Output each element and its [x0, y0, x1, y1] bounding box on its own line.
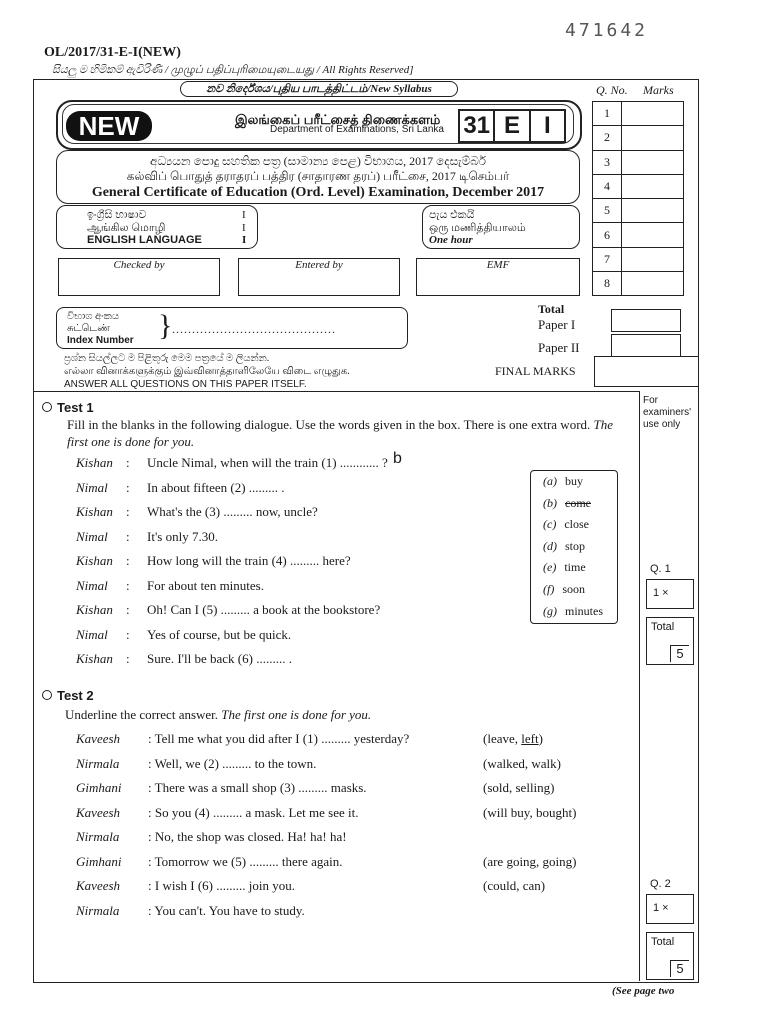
underlined-answer[interactable]: left	[521, 731, 539, 746]
question-number: 1	[593, 102, 622, 126]
option-word: buy	[565, 474, 583, 488]
new-badge: NEW	[66, 111, 152, 141]
bullet-circle-icon	[42, 690, 52, 700]
entered-by-label: Entered by	[295, 259, 343, 271]
q1-total-value: 5	[670, 645, 689, 662]
marks-row	[593, 199, 684, 223]
dialogue-speaker: Kaveesh	[76, 878, 121, 893]
speaker-colon: :	[126, 577, 130, 593]
handwritten-answer: b	[393, 450, 402, 467]
dialogue-speaker: Nirmala	[76, 902, 120, 918]
option-word: come	[565, 495, 591, 510]
marks-cell[interactable]	[622, 223, 684, 247]
index-brace: }	[158, 309, 173, 342]
choice-close: )	[538, 731, 543, 746]
speaker-colon: :	[126, 504, 130, 519]
speaker-colon: :	[126, 479, 130, 495]
dialogue-speaker: Kaveesh	[76, 731, 121, 746]
test2-heading	[42, 688, 94, 703]
dialogue-speaker: Kaveesh	[76, 804, 121, 820]
test1-title: Test 1	[57, 400, 94, 415]
speaker-colon: :	[126, 651, 130, 666]
dialogue-line: : Well, we (2) ......... to the town.	[148, 755, 317, 771]
test2-instruction	[65, 706, 633, 723]
checked-by-box[interactable]	[58, 258, 220, 296]
syllabus-label: නව නිර්දේශය/புதிய பாடத்திட்டம்/New Syllabus	[180, 81, 458, 97]
dialogue-speaker: Nimal	[76, 479, 108, 495]
dialogue-line[interactable]: In about fifteen (2) ......... .	[147, 479, 285, 495]
marks-row	[593, 247, 684, 271]
paper-code-line: OL/2017/31-E-I(NEW)	[44, 45, 181, 60]
dialogue-line: : I wish I (6) ......... join you.	[148, 878, 295, 893]
marks-cell[interactable]	[622, 102, 684, 126]
answer-choices[interactable]	[483, 731, 543, 747]
marks-cell[interactable]	[622, 126, 684, 150]
duration-si: පැය එකයි	[429, 209, 475, 221]
q1-total-label: Total	[651, 621, 675, 633]
paper-code-part: I	[543, 112, 551, 139]
entered-by-box[interactable]	[238, 258, 400, 296]
option-key: (b)	[543, 495, 557, 510]
dialogue-line: : So you (4) ......... a mask. Let me see it.	[148, 804, 359, 820]
question-number: 8	[593, 272, 622, 296]
marks-cell[interactable]	[622, 174, 684, 198]
answer-all-ta: எல்லா வினாக்களுக்கும் இவ்வினாத்தாளிலேயே விடை எழுதுக.	[64, 366, 350, 377]
answer-choices[interactable]	[483, 780, 555, 796]
test1-instruction-text: Fill in the blanks in the following dialogue. Use the words given in the box. There is one extra word.	[67, 417, 591, 432]
choice-text[interactable]: (leave,	[483, 731, 522, 746]
exam-title-box	[56, 150, 580, 204]
dialogue-speaker: Kishan	[76, 553, 113, 568]
question-number: 7	[593, 247, 622, 271]
dialogue-speaker: Kishan	[76, 455, 113, 470]
dialogue-speaker: Nirmala	[76, 755, 120, 771]
choice-text[interactable]: (will buy, bought)	[483, 804, 577, 820]
word-option	[543, 474, 583, 489]
word-option	[543, 539, 585, 554]
duration-en: One hour	[429, 234, 473, 246]
word-option	[543, 496, 591, 511]
speaker-colon: :	[126, 553, 130, 568]
dialogue-speaker: Kishan	[76, 651, 113, 666]
subject-si: ඉංග්‍රීසි භාෂාව	[87, 209, 147, 221]
duration-box	[422, 205, 580, 249]
word-option	[543, 604, 603, 619]
q1-label: Q. 1	[650, 563, 671, 575]
examiners-note	[643, 395, 691, 431]
q-no-header: Q. No.	[596, 83, 628, 97]
test2-title: Test 2	[57, 688, 94, 703]
total-label: Total	[538, 302, 565, 316]
emf-label: EMF	[486, 259, 510, 271]
option-word: close	[564, 517, 589, 532]
see-page-two: (See page two	[612, 985, 675, 997]
dialogue-line: : You can't. You have to study.	[148, 902, 305, 918]
option-key: (e)	[543, 560, 557, 575]
option-key: (d)	[543, 538, 557, 553]
paper2-label: Paper II	[538, 340, 580, 355]
dialogue-speaker: Nirmala	[76, 829, 120, 844]
subject-roman: I	[242, 209, 246, 221]
option-word: soon	[562, 582, 585, 596]
dialogue-speaker: Kishan	[76, 602, 113, 617]
department-name: Department of Examinations, Sri Lanka	[270, 124, 444, 135]
marks-row	[593, 174, 684, 198]
answer-all-en: ANSWER ALL QUESTIONS ON THIS PAPER ITSELF.	[64, 379, 307, 390]
option-word: minutes	[565, 603, 603, 618]
examiners-note-line: For	[643, 395, 658, 406]
index-label-si: විභාග අංකය	[67, 311, 120, 322]
q1-multiplier: 1 ×	[653, 587, 669, 599]
marks-cell[interactable]	[622, 247, 684, 271]
final-marks-box[interactable]	[594, 356, 699, 387]
option-key: (g)	[543, 603, 557, 618]
dialogue-speaker: Nimal	[76, 577, 108, 593]
serial-number: 471642	[565, 20, 649, 41]
subject-box	[56, 205, 258, 249]
option-key: (c)	[543, 517, 557, 532]
dialogue-line: : Tomorrow we (5) ......... there again.	[148, 853, 343, 869]
option-key: (f)	[543, 582, 555, 596]
dialogue-line: : Tell me what you did after I (1) ......... yesterday?	[148, 731, 410, 746]
dialogue-line[interactable]: Uncle Nimal, when will the train (1) ............ ?	[147, 455, 388, 470]
choice-text[interactable]: (walked, walk)	[483, 755, 561, 771]
paper2-total-box[interactable]	[611, 334, 681, 357]
index-label-en: Index Number	[67, 335, 134, 346]
dialogue-speaker: Gimhani	[76, 853, 122, 869]
q1-total-box	[646, 617, 694, 665]
option-word: time	[564, 560, 586, 575]
marks-row	[593, 223, 684, 247]
rights-notice: සියලු ම හිමිකම් ඇවිරිණි / முழுப் பதிப்புரிமையுடையது / All Rights Reserved]	[52, 64, 414, 76]
index-number-field[interactable]: .........................................	[172, 322, 336, 336]
answer-choices[interactable]	[483, 878, 545, 894]
dialogue-line[interactable]: For about ten minutes.	[147, 577, 264, 593]
speaker-colon: :	[126, 602, 130, 617]
test1-heading	[42, 400, 94, 415]
speaker-colon: :	[126, 626, 130, 642]
dialogue-line[interactable]: Yes of course, but be quick.	[147, 626, 292, 642]
question-number: 3	[593, 150, 622, 174]
dialogue-speaker: Gimhani	[76, 780, 122, 795]
q2-label: Q. 2	[650, 878, 671, 890]
marks-cell[interactable]	[622, 272, 684, 296]
test1-instruction-italic: The first one is done for you.	[67, 417, 614, 449]
marks-row	[593, 126, 684, 150]
dialogue-speaker: Nimal	[76, 626, 108, 642]
q2-total-label: Total	[651, 936, 675, 948]
choice-text[interactable]: (sold, selling)	[483, 780, 555, 795]
final-marks-label: FINAL MARKS	[495, 364, 576, 378]
choice-text[interactable]: (could, can)	[483, 878, 546, 893]
bullet-circle-icon	[42, 402, 52, 412]
dialogue-line: : No, the shop was closed. Ha! ha! ha!	[148, 829, 347, 844]
dialogue-line[interactable]: Oh! Can I (5) ......... a book at the bookstore?	[147, 602, 381, 617]
speaker-colon: :	[126, 528, 130, 544]
exam-title-en: General Certificate of Education (Ord. Level) Examination, December 2017	[91, 185, 545, 200]
answer-choices[interactable]	[483, 854, 577, 870]
q2-multiplier-box	[646, 894, 694, 924]
paper1-total-box[interactable]	[611, 309, 681, 332]
subject-en: ENGLISH LANGUAGE	[87, 234, 202, 246]
subject-roman: I	[242, 234, 247, 246]
examiners-column-divider	[639, 391, 640, 981]
test2-instruction-italic: The first one is done for you.	[221, 707, 372, 722]
dialogue-speaker: Kishan	[76, 504, 113, 519]
question-number: 5	[593, 199, 622, 223]
exam-title-ta: கல்விப் பொதுத் தராதரப் பத்திர (சாதாரண தரப்) பரீட்சை, 2017 டிசெம்பர்	[126, 169, 510, 183]
marks-row	[593, 272, 684, 296]
speaker-colon: :	[126, 455, 130, 470]
marks-table	[592, 101, 684, 296]
option-word: stop	[565, 538, 586, 553]
dialogue-line[interactable]: It's only 7.30.	[147, 528, 218, 544]
paper-code-box	[458, 109, 566, 143]
question-number: 2	[593, 126, 622, 150]
choice-text[interactable]: (are going, going)	[483, 853, 577, 869]
subject-ta: ஆங்கில மொழி	[87, 222, 166, 234]
marks-row	[593, 150, 684, 174]
subject-roman: I	[242, 222, 246, 234]
dialogue-line[interactable]: How long will the train (4) ......... here?	[147, 553, 351, 568]
option-key: (a)	[543, 474, 557, 488]
exam-title-si: අධ්‍යයන පොදු සහතික පත්‍ර (සාමාන්‍ය පෙළ) විභාගය, 2017 දෙසැම්බර්	[149, 154, 487, 168]
q2-total-box	[646, 932, 694, 980]
department-name-ta: இலங்கைப் பரீட்சைத் திணைக்களம்	[235, 112, 441, 127]
answer-choices[interactable]	[483, 756, 561, 772]
checked-by-label: Checked by	[113, 259, 165, 271]
word-option	[543, 582, 585, 597]
word-option	[543, 560, 586, 575]
q2-multiplier: 1 ×	[653, 902, 669, 914]
paper1-label: Paper I	[538, 317, 576, 332]
dialogue-line: : There was a small shop (3) ......... masks.	[148, 780, 367, 795]
emf-box[interactable]	[416, 258, 580, 296]
duration-ta: ஒரு மணித்தியாலம்	[429, 222, 526, 234]
examiners-note-line: examiners'	[643, 407, 692, 418]
index-label-ta: சுட்டெண்	[67, 323, 110, 334]
q1-multiplier-box	[646, 579, 694, 609]
dialogue-speaker: Nimal	[76, 528, 108, 544]
answer-choices[interactable]	[483, 805, 576, 821]
examiners-note-line: use only	[643, 419, 681, 430]
word-option	[543, 517, 589, 532]
marks-row	[593, 102, 684, 126]
question-number: 4	[593, 174, 622, 198]
paper-code-letter: E	[495, 111, 530, 141]
dialogue-line[interactable]: Sure. I'll be back (6) ......... .	[147, 651, 292, 666]
test2-instruction-text: Underline the correct answer.	[65, 707, 219, 722]
section-divider	[33, 391, 639, 392]
marks-cell[interactable]	[622, 150, 684, 174]
marks-header: Marks	[643, 83, 674, 97]
paper-code-number: 31	[460, 111, 495, 141]
answer-all-si: ප්‍රශ්න සියල්ලට ම පිළිතුරු මෙම පත්‍රයේ ම ලියන්න.	[64, 353, 270, 364]
test1-instruction	[67, 416, 635, 450]
question-number: 6	[593, 223, 622, 247]
q2-total-value: 5	[670, 960, 689, 977]
marks-cell[interactable]	[622, 199, 684, 223]
dialogue-line[interactable]: What's the (3) ......... now, uncle?	[147, 504, 318, 519]
